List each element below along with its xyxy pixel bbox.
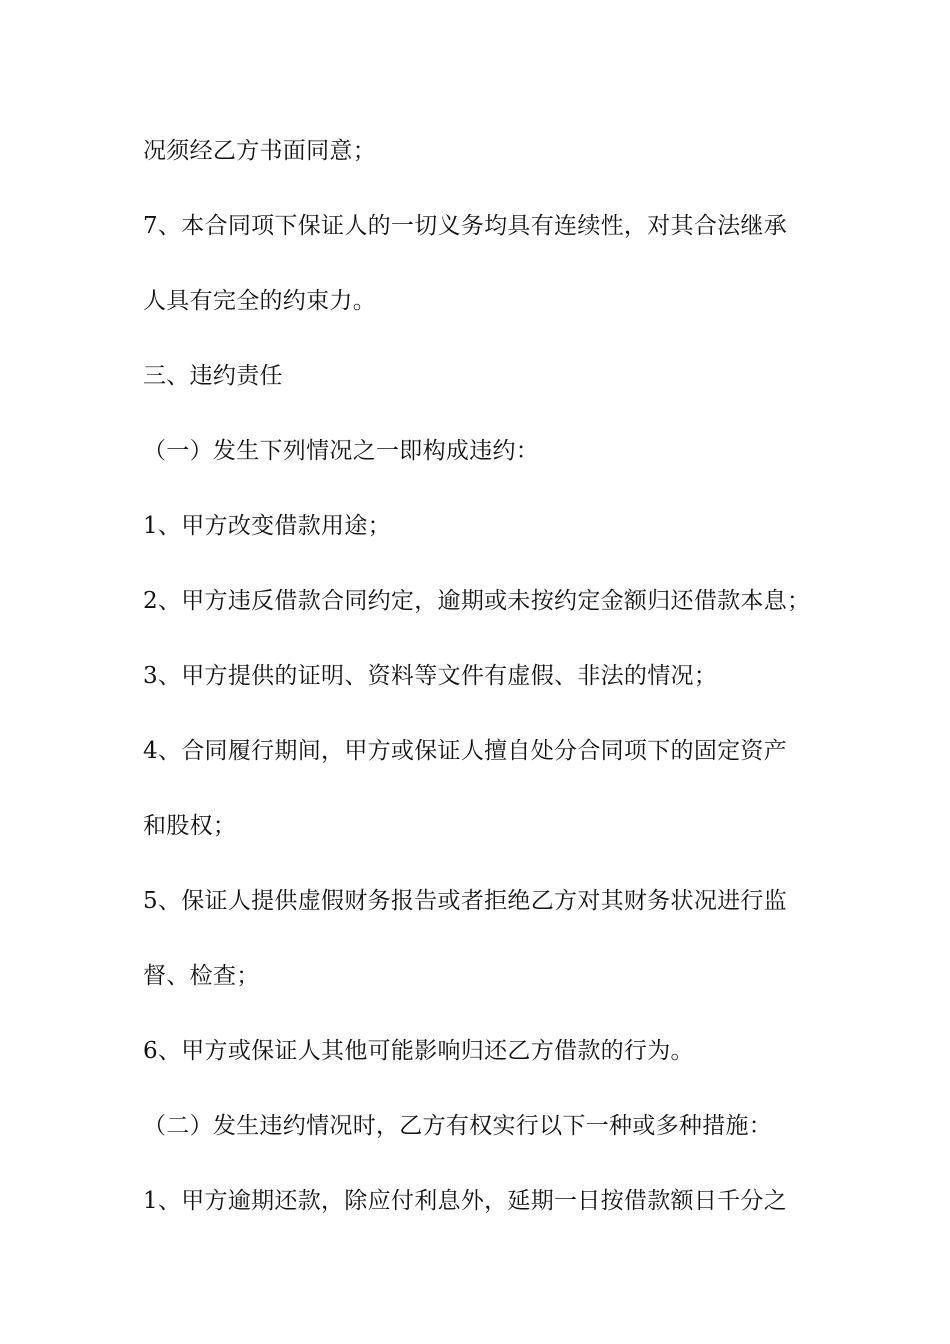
- list-item: 4、合同履行期间，甲方或保证人擅自处分合同项下的固定资产: [143, 738, 788, 764]
- text-line-2: 7、本合同项下保证人的一切义务均具有连续性，对其合法继承: [143, 213, 788, 239]
- text-line-1: 况须经乙方书面同意；: [143, 138, 376, 164]
- list-item: 3、甲方提供的证明、资料等文件有虚假、非法的情况；: [143, 663, 718, 689]
- subsection-heading: （二）发生违约情况时，乙方有权实行以下一种或多种措施：: [143, 1113, 773, 1139]
- list-item: 5、保证人提供虚假财务报告或者拒绝乙方对其财务状况进行监: [143, 888, 788, 914]
- list-item: 6、甲方或保证人其他可能影响归还乙方借款的行为。: [143, 1038, 694, 1064]
- list-item: 1、甲方逾期还款，除应付利息外，延期一日按借款额日千分之: [143, 1188, 788, 1214]
- text-line-3: 人具有完全的约束力。: [143, 288, 376, 314]
- list-item-continuation: 督、检查；: [143, 963, 260, 989]
- section-heading: 三、违约责任: [143, 363, 283, 389]
- list-item: 1、甲方改变借款用途；: [143, 513, 391, 539]
- list-item-continuation: 和股权；: [143, 813, 237, 839]
- list-item: 2、甲方违反借款合同约定，逾期或未按约定金额归还借款本息；: [143, 588, 811, 614]
- subsection-heading: （一）发生下列情况之一即构成违约：: [143, 438, 540, 464]
